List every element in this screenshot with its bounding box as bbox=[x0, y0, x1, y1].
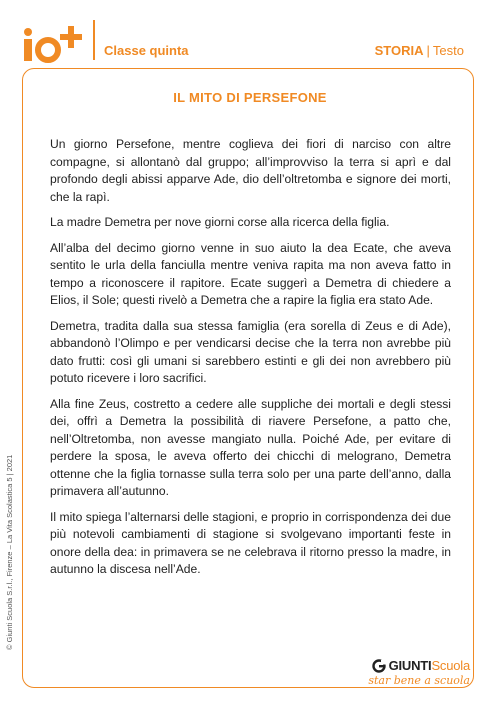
paragraph: Il mito spiega l’alternarsi delle stagioni, e proprio in corrispondenza dei due più notevoli cambiamenti di stagione si svolgevano importanti feste in onore della dea: in primavera se ne celebrava il ritorno presso la madre, in autunno la discesa nell’Ade. bbox=[50, 509, 451, 576]
io-plus-logo bbox=[22, 24, 86, 64]
subject-label: STORIA bbox=[374, 43, 424, 58]
paragraph: Demetra, tradita dalla sua stessa famiglia (era sorella di Zeus e di Ade), abbandonò l’Olimpo e per vendicarsi decise che la terra non avrebbe più dato frutti: così gli umani si sarebbero estinti e gli dei non avrebbero più potuto ricevere i loro sacrifici. bbox=[50, 318, 451, 385]
header-divider bbox=[93, 20, 95, 60]
section-separator: | bbox=[426, 43, 430, 58]
class-label: Classe quinta bbox=[104, 43, 189, 58]
paragraph: All’alba del decimo giorno venne in suo aiuto la dea Ecate, che aveva sentito le urla della fanciulla mentre veniva rapita ma non aveva fatto in tempo a riconoscere il rapitore. Ecate suggerì a Demetra di chiedere a Elios, il Sole; questi rivelò a Demetra che a rapire la figlia era stato Ade. bbox=[50, 240, 451, 307]
publisher-logo bbox=[368, 658, 470, 687]
paragraph: La madre Demetra per nove giorni corse alla ricerca della figlia. bbox=[50, 215, 390, 229]
doc-type-label: Testo bbox=[432, 43, 464, 58]
page-title: IL MITO DI PERSEFONE bbox=[173, 90, 327, 105]
publisher-tagline: star bene a scuola bbox=[368, 674, 470, 687]
section-label bbox=[375, 43, 464, 58]
paragraph: Alla fine Zeus, costretto a cedere alle suppliche dei mortali e degli stessi dei, offrì a Demetra la possibilità di riavere Persefone, a patto che, nell’Oltretomba, non avesse mangiato nulla. Poiché Ade, per evitare di perdere la sposa, le aveva offerto dei chicchi di melograno, Demetra ottenne che la figlia tornasse sulla terra solo per una parte dell’anno, dalla primavera all’autunno. bbox=[50, 396, 451, 498]
copyright-credit: © Giunti Scuola S.r.l., Firenze – La Vita Scolastica 5 | 2021 bbox=[5, 454, 14, 650]
publisher-name: GIUNTIScuola bbox=[388, 658, 470, 673]
article-body bbox=[50, 136, 451, 587]
paragraph: Un giorno Persefone, mentre coglieva dei fiori di narciso con altre compagne, si allontanò dal gruppo; all’improvviso la terra si aprì e dal profondo degli abissi apparve Ade, dio dell’oltretomba e signore dei morti, che la rapì. bbox=[50, 137, 451, 204]
giunti-g-icon bbox=[372, 659, 386, 673]
